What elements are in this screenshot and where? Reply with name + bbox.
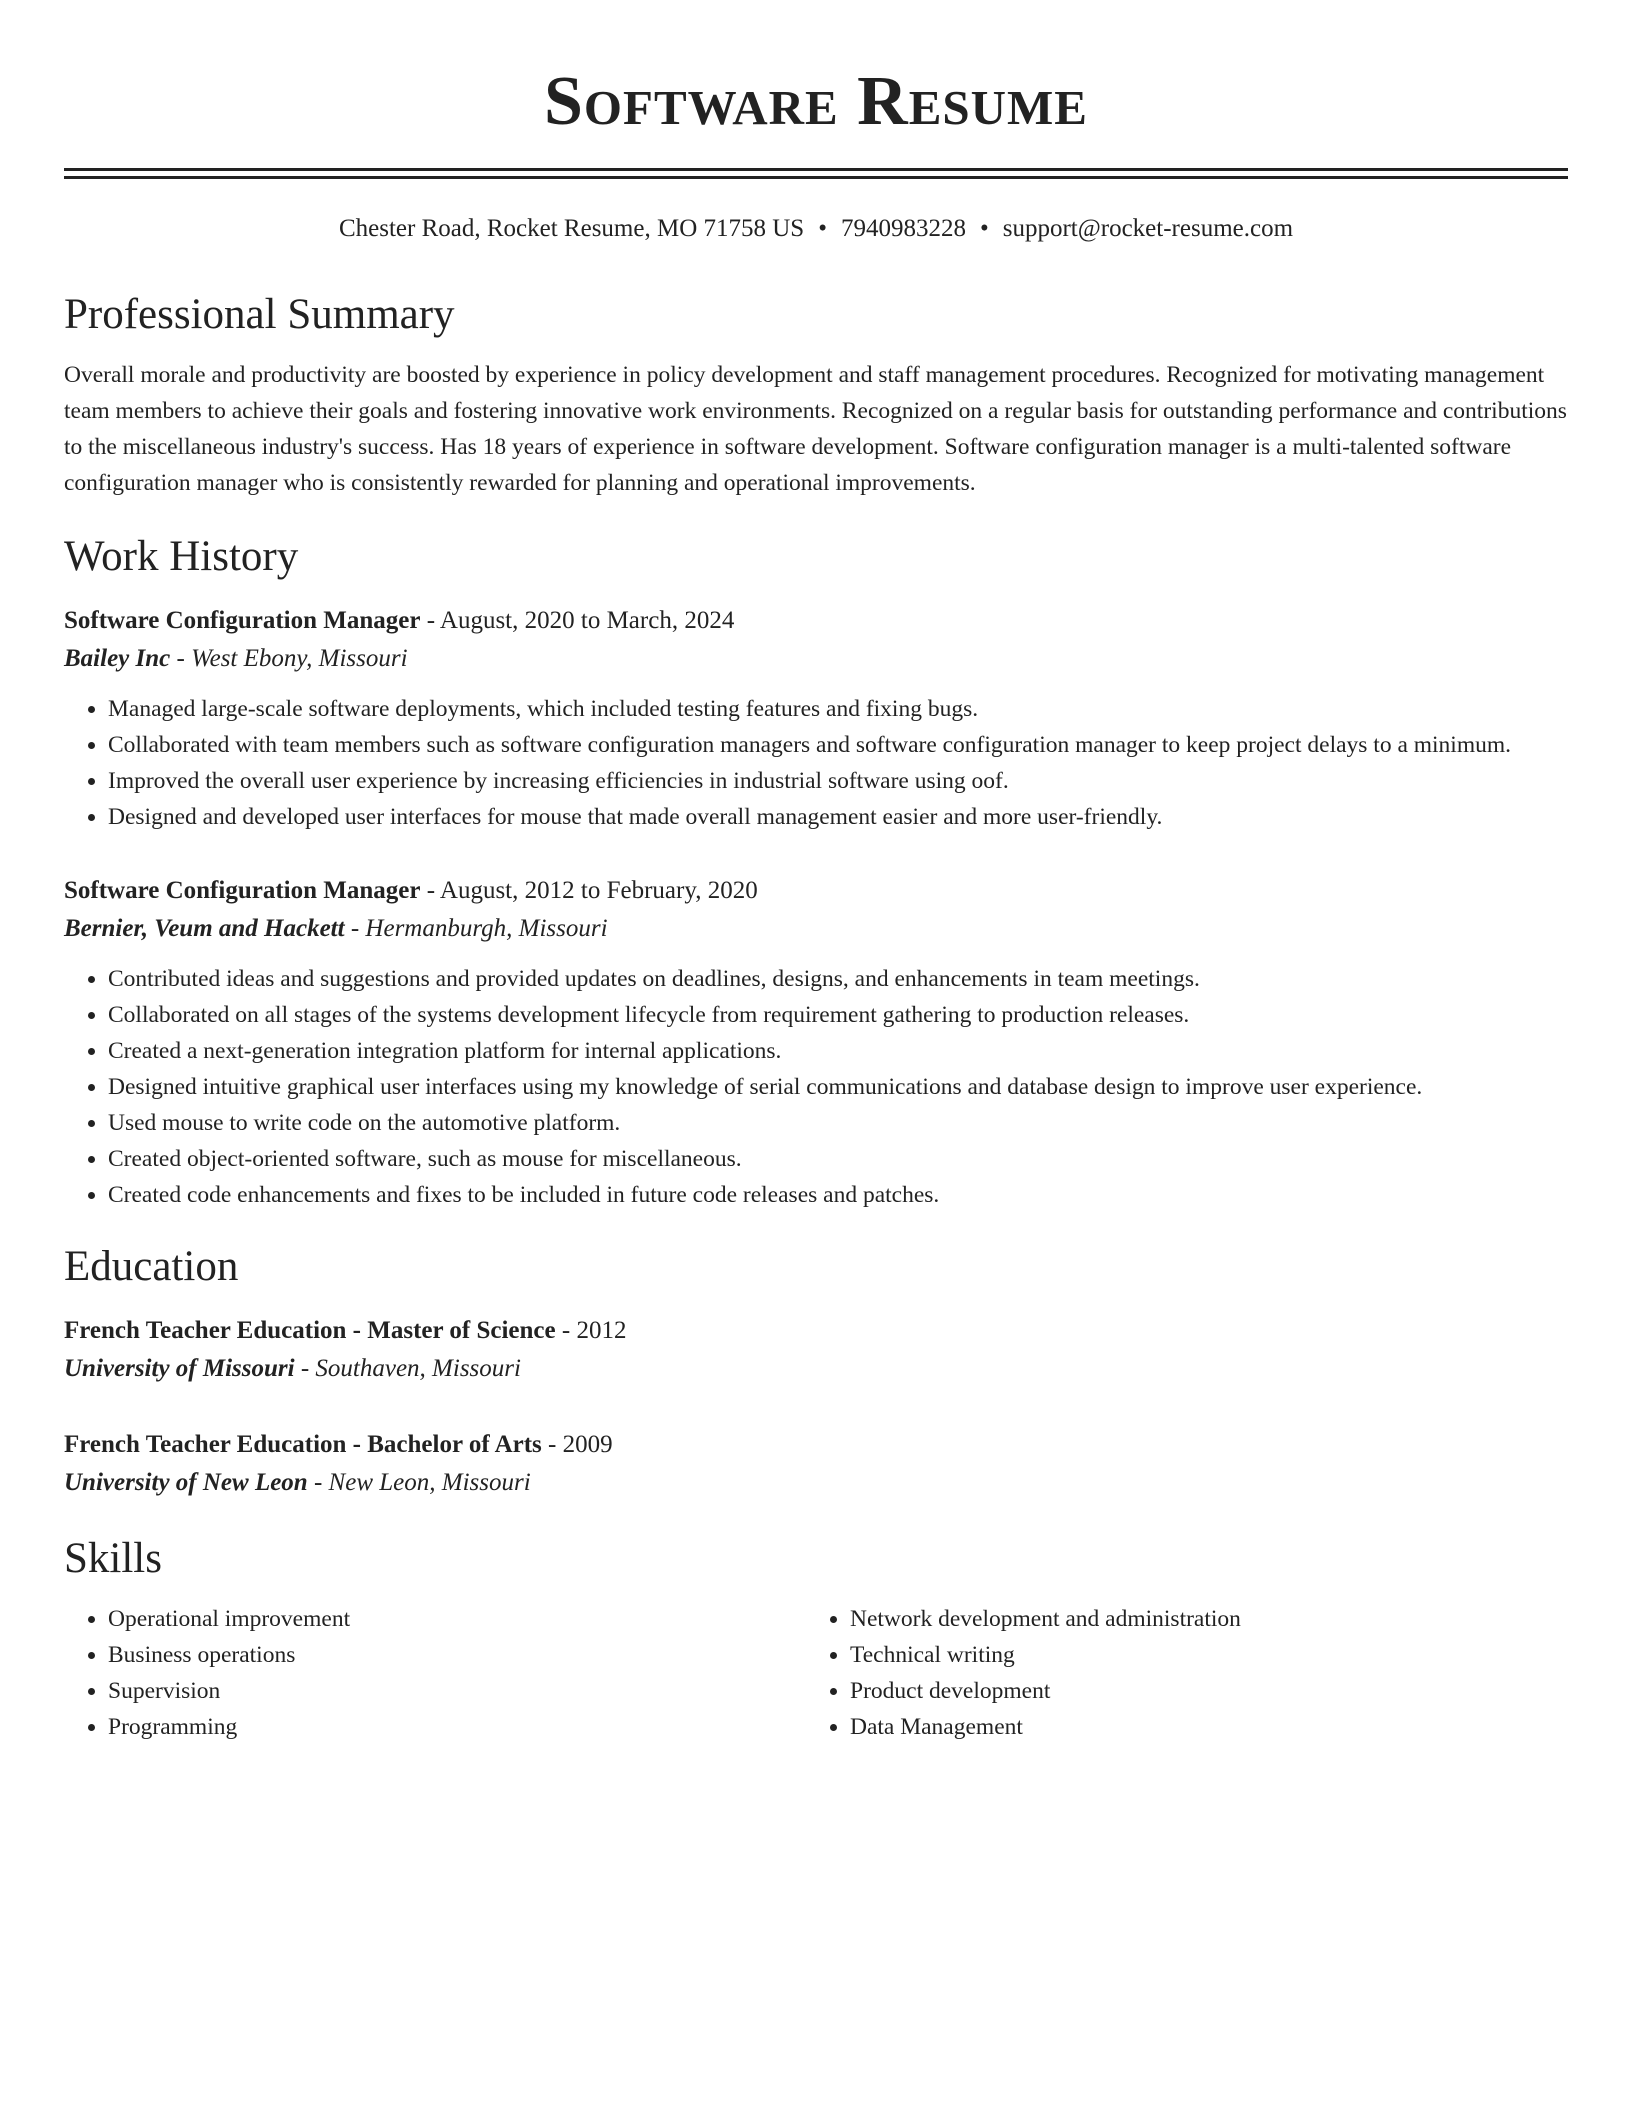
- education-entry: [64, 1313, 1568, 1389]
- job-bullet: • Collaborated on all stages of the systems development lifecycle from requirement gathering to production releases.: [108, 997, 1568, 1033]
- education-degree: French Teacher Education - Master of Science: [64, 1317, 556, 1344]
- skills-list: [64, 1601, 1568, 1745]
- job-bullet: • Improved the overall user experience by increasing efficiencies in industrial software using oof.: [108, 763, 1568, 799]
- job-title: Software Configuration Manager: [64, 877, 421, 904]
- resume-title: Software Resume: [544, 63, 1088, 140]
- job-dates: - August, 2012 to February, 2020: [420, 877, 758, 904]
- education-year: - 2012: [555, 1317, 627, 1344]
- skill-item: • Data Management: [850, 1709, 1548, 1745]
- contact-line: [64, 211, 1568, 247]
- job-location: - West Ebony, Missouri: [170, 645, 408, 672]
- job-title-line: [64, 873, 1568, 909]
- education-entry: [64, 1427, 1568, 1503]
- job-bullets: [64, 961, 1568, 1213]
- title-divider: [64, 168, 1568, 179]
- job-bullet: • Designed and developed user interfaces for mouse that made overall management easier and more user-friendly.: [108, 799, 1568, 835]
- skill-item: • Business operations: [108, 1637, 806, 1673]
- job-company-line: [64, 909, 1568, 949]
- skill-item: • Operational improvement: [108, 1601, 806, 1637]
- education-degree: French Teacher Education - Bachelor of Arts: [64, 1431, 542, 1458]
- job-bullet: • Created a next-generation integration platform for internal applications.: [108, 1033, 1568, 1069]
- job-title: Software Configuration Manager: [64, 607, 421, 634]
- skills-heading: Skills: [64, 1535, 162, 1582]
- skill-item: • Technical writing: [850, 1637, 1548, 1673]
- skills-column-right: [806, 1601, 1548, 1745]
- education-location: - New Leon, Missouri: [307, 1469, 531, 1496]
- job-bullet: • Designed intuitive graphical user interfaces using my knowledge of serial communications and database design to improve user experience.: [108, 1069, 1568, 1105]
- job-company-line: [64, 639, 1568, 679]
- job-bullet: • Created code enhancements and fixes to be included in future code releases and patches.: [108, 1177, 1568, 1213]
- job-bullet: • Used mouse to write code on the automotive platform.: [108, 1105, 1568, 1141]
- skill-item: • Product development: [850, 1673, 1548, 1709]
- skill-item: • Supervision: [108, 1673, 806, 1709]
- contact-separator: •: [979, 215, 989, 242]
- education-heading: Education: [64, 1243, 239, 1290]
- education-school-line: [64, 1463, 1568, 1503]
- job-company: Bailey Inc: [64, 645, 171, 672]
- education-school: University of New Leon: [64, 1469, 308, 1496]
- job-company: Bernier, Veum and Hackett: [64, 915, 345, 942]
- education-school-line: [64, 1349, 1568, 1389]
- job-location: - Hermanburgh, Missouri: [344, 915, 608, 942]
- job-bullet: • Created object-oriented software, such as mouse for miscellaneous.: [108, 1141, 1568, 1177]
- job-bullets: [64, 691, 1568, 835]
- work-history-heading: Work History: [64, 533, 299, 580]
- education-degree-line: [64, 1313, 1568, 1349]
- education-degree-line: [64, 1427, 1568, 1463]
- contact-address: Chester Road, Rocket Resume, MO 71758 US: [338, 215, 805, 242]
- skills-column-left: [64, 1601, 806, 1745]
- contact-phone: 7940983228: [840, 215, 966, 242]
- job-entry: [64, 873, 1568, 1213]
- job-bullet: • Managed large-scale software deployments, which included testing features and fixing bugs.: [108, 691, 1568, 727]
- job-entry: [64, 603, 1568, 835]
- summary-heading: Professional Summary: [64, 291, 455, 338]
- skill-item: • Programming: [108, 1709, 806, 1745]
- education-year: - 2009: [541, 1431, 613, 1458]
- education-location: - Southaven, Missouri: [294, 1355, 521, 1382]
- summary-text: Overall morale and productivity are boosted by experience in policy development and staff management procedures. Recognized for motivating management team members to achieve their goals and fostering innovative work environments. Recognized on a regular basis for outstanding performance and contributions to the miscellaneous industry's success. Has 18 years of experience in software development. Software configuration manager is a multi-talented software configuration manager who is consistently rewarded for planning and operational improvements.: [64, 362, 1567, 496]
- job-dates: - August, 2020 to March, 2024: [420, 607, 735, 634]
- contact-separator: •: [818, 215, 827, 242]
- job-bullet: • Collaborated with team members such as software configuration managers and software configuration manager to keep project delays to a minimum.: [108, 727, 1568, 763]
- job-title-line: [64, 603, 1568, 639]
- contact-email: support@rocket-resume.com: [1002, 215, 1294, 242]
- education-school: University of Missouri: [64, 1355, 295, 1382]
- job-bullet: • Contributed ideas and suggestions and provided updates on deadlines, designs, and enhancements in team meetings.: [108, 961, 1568, 997]
- skill-item: • Network development and administration: [850, 1601, 1548, 1637]
